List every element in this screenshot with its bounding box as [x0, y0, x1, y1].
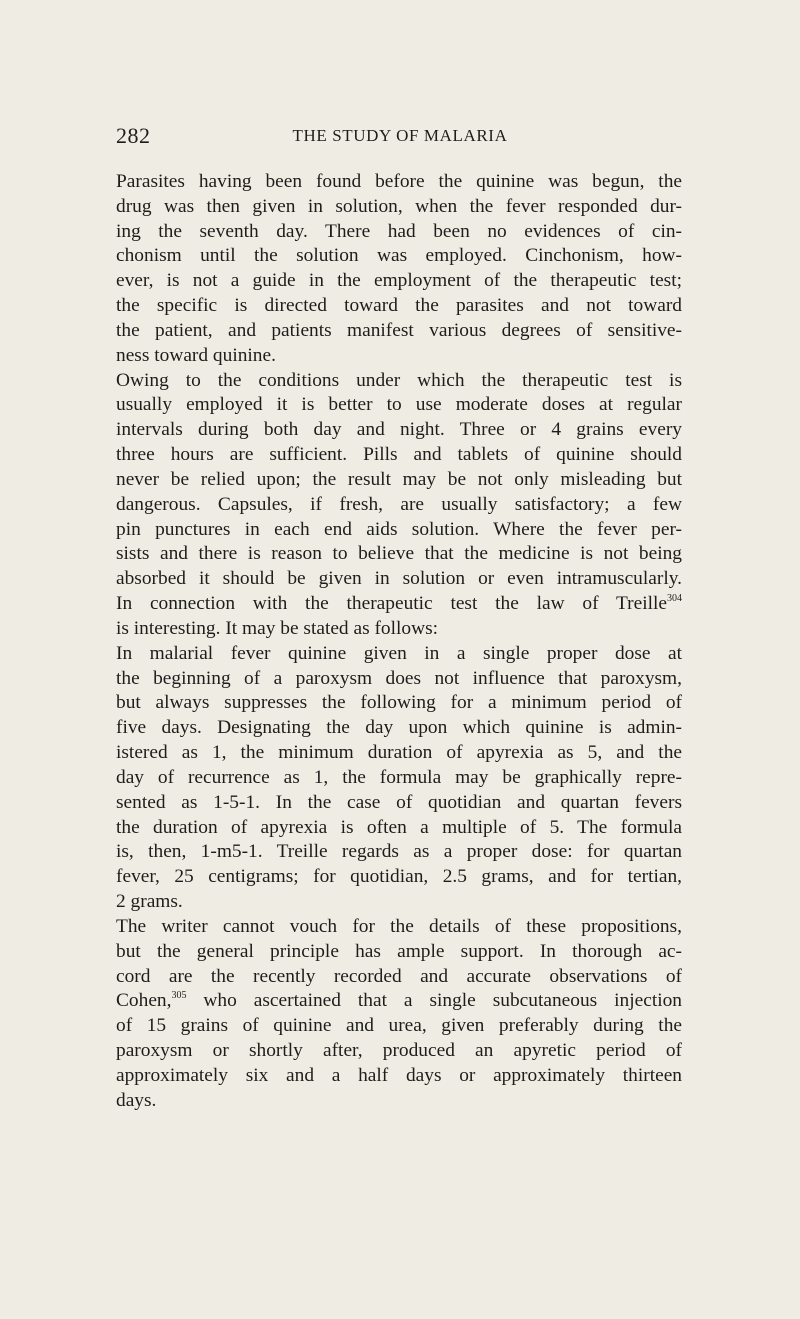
text-line: the duration of apyrexia is often a multiple of 5. The formula: [116, 816, 682, 838]
text-line: is interesting. It may be stated as follows:: [116, 617, 439, 639]
text-line: usually employed it is better to use moderate doses at regular: [116, 394, 682, 416]
text-line: The writer cannot vouch for the details of these propositions,: [116, 915, 682, 937]
footnote-ref-treille: 304: [667, 593, 682, 605]
body-text: [116, 170, 682, 1113]
text-line: In malarial fever quinine given in a single proper dose at: [116, 642, 682, 664]
text-line: 2 grams.: [116, 891, 183, 913]
text-line: is, then, 1-m5-1. Treille regards as a proper dose: for quartan: [116, 841, 682, 863]
running-head: [116, 123, 684, 149]
text-line: istered as 1, the minimum duration of apyrexia as 5, and the: [116, 742, 682, 764]
text-line: ever, is not a guide in the employment of the therapeutic test;: [116, 270, 682, 292]
text-fragment: who ascertained that a single subcutaneous injection: [186, 990, 682, 1012]
text-line: day of recurrence as 1, the formula may be graphically repre-: [116, 766, 682, 788]
text-line: pin punctures in each end aids solution. Where the fever per-: [116, 518, 682, 540]
running-title: THE STUDY OF MALARIA: [292, 126, 508, 145]
text-fragment: In connection with the therapeutic test the law of Treille: [116, 593, 667, 615]
text-line: Parasites having been found before the quinine was begun, the: [116, 171, 682, 192]
text-line: cord are the recently recorded and accurate observations of: [116, 965, 682, 987]
text-line: sented as 1-5-1. In the case of quotidian and quartan fevers: [116, 791, 682, 813]
text-line: the beginning of a paroxysm does not influence that paroxysm,: [116, 667, 682, 689]
text-line: five days. Designating the day upon which quinine is admin-: [116, 717, 682, 739]
text-line: fever, 25 centigrams; for quotidian, 2.5 grams, and for tertian,: [116, 866, 682, 888]
text-line-with-ref: [116, 989, 682, 1014]
text-line: three hours are sufficient. Pills and tablets of quinine should: [116, 444, 682, 466]
text-line: days.: [116, 1089, 157, 1111]
text-line: drug was then given in solution, when the fever responded dur-: [116, 195, 682, 217]
text-line: absorbed it should be given in solution or even intramuscularly.: [116, 568, 682, 590]
text-line: ing the seventh day. There had been no evidences of cin-: [116, 220, 682, 242]
text-line: sists and there is reason to believe that the medicine is not being: [116, 543, 682, 565]
text-line: chonism until the solution was employed. Cinchonism, how-: [116, 245, 682, 267]
text-line: approximately six and a half days or approximately thirteen: [116, 1064, 682, 1086]
text-line-with-ref: [116, 592, 682, 617]
page-number: 282: [116, 123, 151, 148]
text-line: intervals during both day and night. Three or 4 grains every: [116, 419, 682, 441]
text-line: the patient, and patients manifest various degrees of sensitive-: [116, 319, 682, 341]
text-line: but the general principle has ample support. In thorough ac-: [116, 940, 682, 962]
text-line: the specific is directed toward the parasites and not toward: [116, 295, 682, 317]
text-line: but always suppresses the following for a minimum period of: [116, 692, 682, 714]
text-line: Owing to the conditions under which the therapeutic test is: [116, 369, 682, 391]
text-line: paroxysm or shortly after, produced an apyretic period of: [116, 1039, 682, 1061]
footnote-ref-cohen: 305: [171, 990, 187, 1002]
text-fragment: Cohen,: [116, 990, 172, 1012]
text-line: never be relied upon; the result may be not only misleading but: [116, 468, 682, 490]
text-line: of 15 grains of quinine and urea, given preferably during the: [116, 1015, 682, 1037]
text-line: dangerous. Capsules, if fresh, are usually satisfactory; a few: [116, 493, 682, 515]
text-line: ness toward quinine.: [116, 344, 276, 366]
